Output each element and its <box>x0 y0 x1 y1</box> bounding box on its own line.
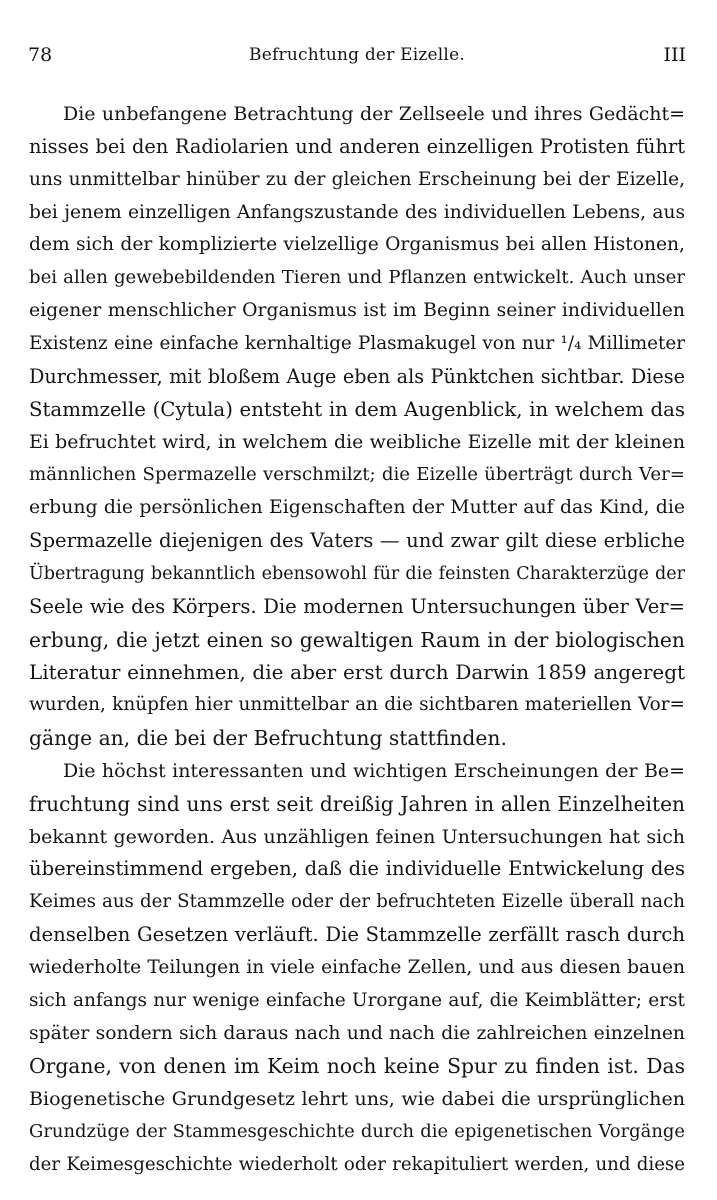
text-line: sich anfangs nur wenige einfache Urorgane auf, die Keimblätter; erst <box>29 989 685 1011</box>
text-line: erbung die persönlichen Eigenschaften der Mutter auf das Kind, die <box>29 497 685 519</box>
text-line: bei allen gewebebildenden Tieren und Pflanzen entwickelt. Auch unser <box>29 267 685 289</box>
text-line: später sondern sich daraus nach und nach die zahlreichen einzelnen <box>29 1022 685 1044</box>
running-title: Befruchtung der Eizelle. <box>249 45 465 65</box>
text-line: eigener menschlicher Organismus ist im Beginn seiner individuellen <box>29 300 685 322</box>
body-text <box>29 98 685 1182</box>
text-line: denselben Gesetzen verläuft. Die Stammzelle zerfällt rasch durch <box>29 923 685 947</box>
text-line: der Keimesgeschichte wiederholt oder rekapituliert werden, und diese <box>29 1154 685 1175</box>
text-line: nisses bei den Radiolarien und anderen einzelligen Protisten führt <box>29 134 685 158</box>
running-head <box>28 44 686 76</box>
text-line: Literatur einnehmen, die aber erst durch Darwin 1859 angeregt <box>29 660 685 685</box>
text-line: gänge an, die bei der Befruchtung stattfinden. <box>29 726 507 751</box>
paragraph-2 <box>29 755 685 1182</box>
text-line: wiederholte Teilungen in viele einfache Zellen, und aus diesen bauen <box>29 956 685 978</box>
text-line: Seele wie des Körpers. Die modernen Untersuchungen über Ver= <box>29 594 685 618</box>
text-line: uns unmittelbar hinüber zu der gleichen Erscheinung bei der Eizelle, <box>29 168 685 190</box>
text-line: übereinstimmend ergeben, daß die individuelle Entwickelung des <box>29 857 685 881</box>
text-line: bekannt geworden. Aus unzähligen feinen Untersuchungen hat sich <box>29 825 685 848</box>
text-line: fruchtung sind uns erst seit dreißig Jahren in allen Einzelheiten <box>29 791 685 816</box>
text-line: Grundzüge der Stammesgeschichte durch die epigenetischen Vorgänge <box>29 1121 685 1143</box>
text-line: Übertragung bekanntlich ebensowohl für die feinsten Charakterzüge der <box>29 563 685 584</box>
text-line: bei jenem einzelligen Anfangszustande des individuellen Lebens, aus <box>29 201 685 223</box>
text-line: Stammzelle (Cytula) entsteht in dem Augenblick, in welchem das <box>29 397 685 421</box>
paragraph-1 <box>29 98 685 755</box>
page-number: 78 <box>28 44 53 66</box>
text-line: Ei befruchtet wird, in welchem die weibliche Eizelle mit der kleinen <box>29 431 685 454</box>
text-line: Keimes aus der Stammzelle oder der befruchteten Eizelle überall nach <box>29 891 685 913</box>
text-line: Biogenetische Grundgesetz lehrt uns, wie dabei die ursprünglichen <box>29 1088 685 1111</box>
text-line: erbung, die jetzt einen so gewaltigen Raum in der biologischen <box>29 627 685 652</box>
text-line: Die höchst interessanten und wichtigen Erscheinungen der Be= <box>63 759 685 782</box>
text-line: dem sich der komplizierte vielzellige Organismus bei allen Histonen, <box>29 234 685 256</box>
text-line: Organe, von denen im Keim noch keine Spur zu finden ist. Das <box>29 1054 685 1079</box>
text-line: Spermazelle diejenigen des Vaters — und zwar gilt diese erbliche <box>29 528 685 552</box>
text-line: männlichen Spermazelle verschmilzt; die Eizelle überträgt durch Ver= <box>29 464 685 486</box>
text-line: wurden, knüpfen hier unmittelbar an die sichtbaren materiellen Vor= <box>29 694 685 716</box>
chapter-number: III <box>663 44 686 66</box>
text-line: Existenz eine einfache kernhaltige Plasmakugel von nur ¹/₄ Millimeter <box>29 332 685 354</box>
text-line: Die unbefangene Betrachtung der Zellseele und ihres Gedächt= <box>63 103 685 125</box>
text-line: Durchmesser, mit bloßem Auge eben als Pünktchen sichtbar. Diese <box>29 364 685 388</box>
